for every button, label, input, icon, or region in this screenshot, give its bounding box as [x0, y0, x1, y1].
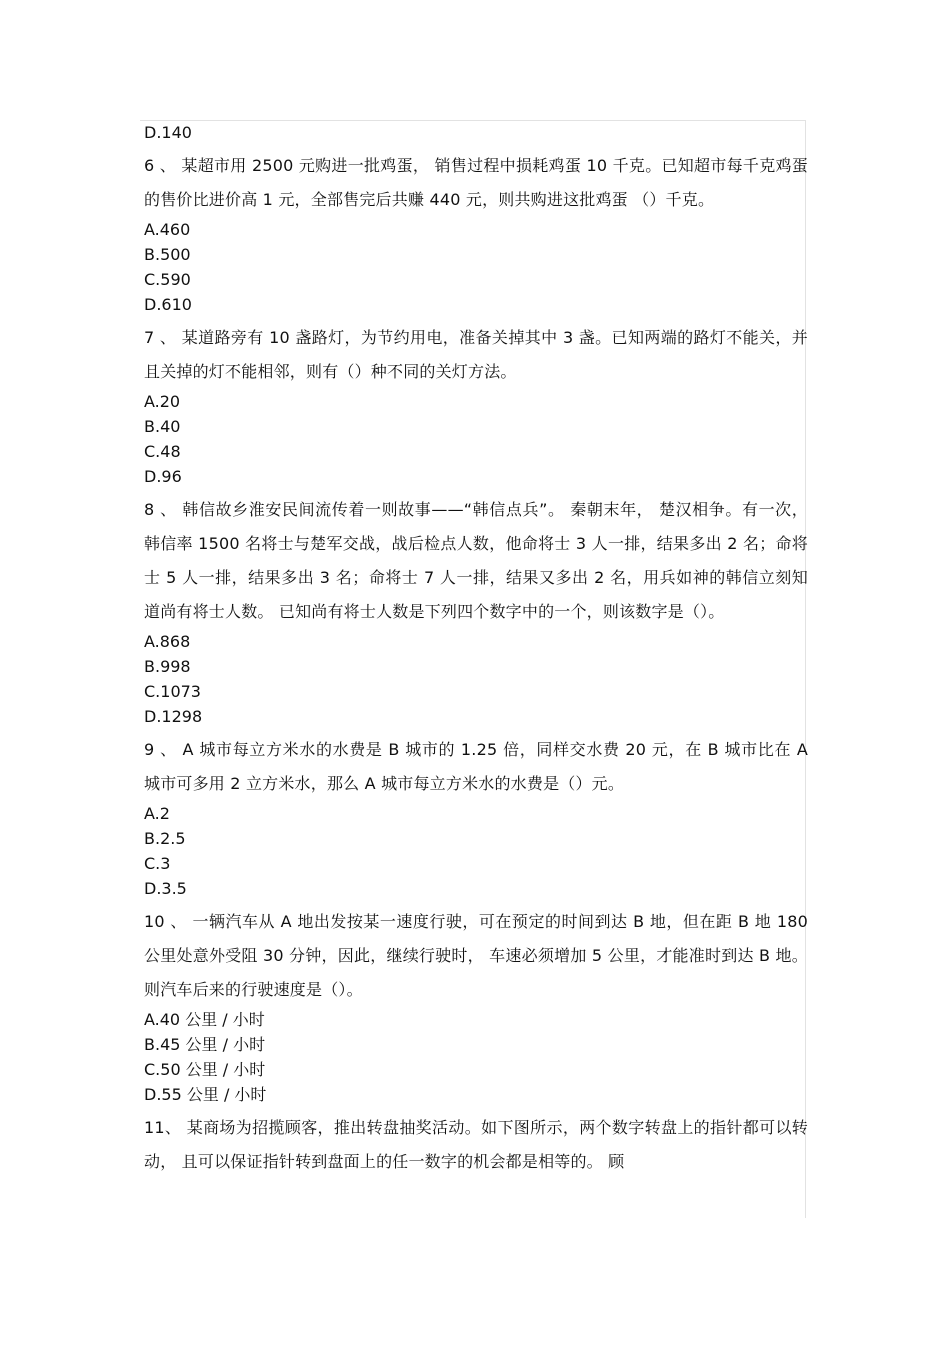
option-d-q5: D.140: [144, 123, 192, 142]
option-d: D.3.5: [144, 879, 187, 898]
option-c: C.590: [144, 270, 191, 289]
question-text: 某商场为招揽顾客，推出转盘抽奖活动。如下图所示，两个数字转盘上的指针都可以转动， 且可以保证指针转到盘面上的任一数字的机会都是相等的。 顾: [144, 1118, 809, 1171]
option-d: D.1298: [144, 707, 203, 726]
question-6: [144, 145, 808, 217]
option-b: B.45 公里 / 小时: [144, 1035, 266, 1054]
question-number: 9 、: [144, 740, 177, 759]
question-7: [144, 317, 808, 389]
document-body: [144, 120, 808, 1179]
option-c: C.3: [144, 854, 171, 873]
option-b: B.998: [144, 657, 191, 676]
question-text: A 城市每立方米水的水费是 B 城市的 1.25 倍，同样交水费 20 元，在 B 城市比在 A 城市可多用 2 立方米水，那么 A 城市每立方米水的水费是（）元。: [144, 740, 808, 793]
option-c: C.50 公里 / 小时: [144, 1060, 266, 1079]
option-a: A.40 公里 / 小时: [144, 1010, 265, 1029]
option-d: D.96: [144, 467, 182, 486]
option-d: D.610: [144, 295, 192, 314]
option-a: A.20: [144, 392, 181, 411]
option-c: C.48: [144, 442, 181, 461]
question-text: 韩信故乡淮安民间流传着一则故事——“韩信点兵”。 秦朝末年， 楚汉相争。有一次，韩信率 1500 名将士与楚军交战，战后检点人数，他命将士 3 人一排，结果多出 2 名；命将士 5 人一排，结果多出 3 名；命将士 7 人一排，结果又多出 2 名，用兵如神的韩信立刻知道尚有将士人数。 已知尚有将士人数是下列四个数字中的一个，则该数字是（）。: [144, 500, 808, 621]
option-a: A.460: [144, 220, 191, 239]
option-a: A.868: [144, 632, 191, 651]
option-b: B.2.5: [144, 829, 186, 848]
question-number: 6 、: [144, 156, 177, 175]
question-number: 8 、: [144, 500, 177, 519]
question-text: 一辆汽车从 A 地出发按某一速度行驶，可在预定的时间到达 B 地，但在距 B 地 180 公里处意外受阻 30 分钟，因此，继续行驶时， 车速必须增加 5 公里，才能准时到达 B 地。则汽车后来的行驶速度是（）。: [144, 912, 808, 999]
question-number: 7 、: [144, 328, 177, 347]
option-b: B.40: [144, 417, 181, 436]
question-9: [144, 729, 808, 801]
question-text: 某超市用 2500 元购进一批鸡蛋， 销售过程中损耗鸡蛋 10 千克。已知超市每千克鸡蛋的售价比进价高 1 元，全部售完后共赚 440 元，则共购进这批鸡蛋 （）千克。: [144, 156, 808, 209]
option-a: A.2: [144, 804, 170, 823]
option-b: B.500: [144, 245, 191, 264]
question-number: 10 、: [144, 912, 187, 931]
question-11: [144, 1107, 808, 1179]
question-text: 某道路旁有 10 盏路灯，为节约用电，准备关掉其中 3 盏。已知两端的路灯不能关，并且关掉的灯不能相邻，则有（）种不同的关灯方法。: [144, 328, 808, 381]
option-d: D.55 公里 / 小时: [144, 1085, 267, 1104]
question-10: [144, 901, 808, 1007]
option-c: C.1073: [144, 682, 201, 701]
question-number: 11、: [144, 1118, 182, 1137]
question-8: [144, 489, 808, 629]
